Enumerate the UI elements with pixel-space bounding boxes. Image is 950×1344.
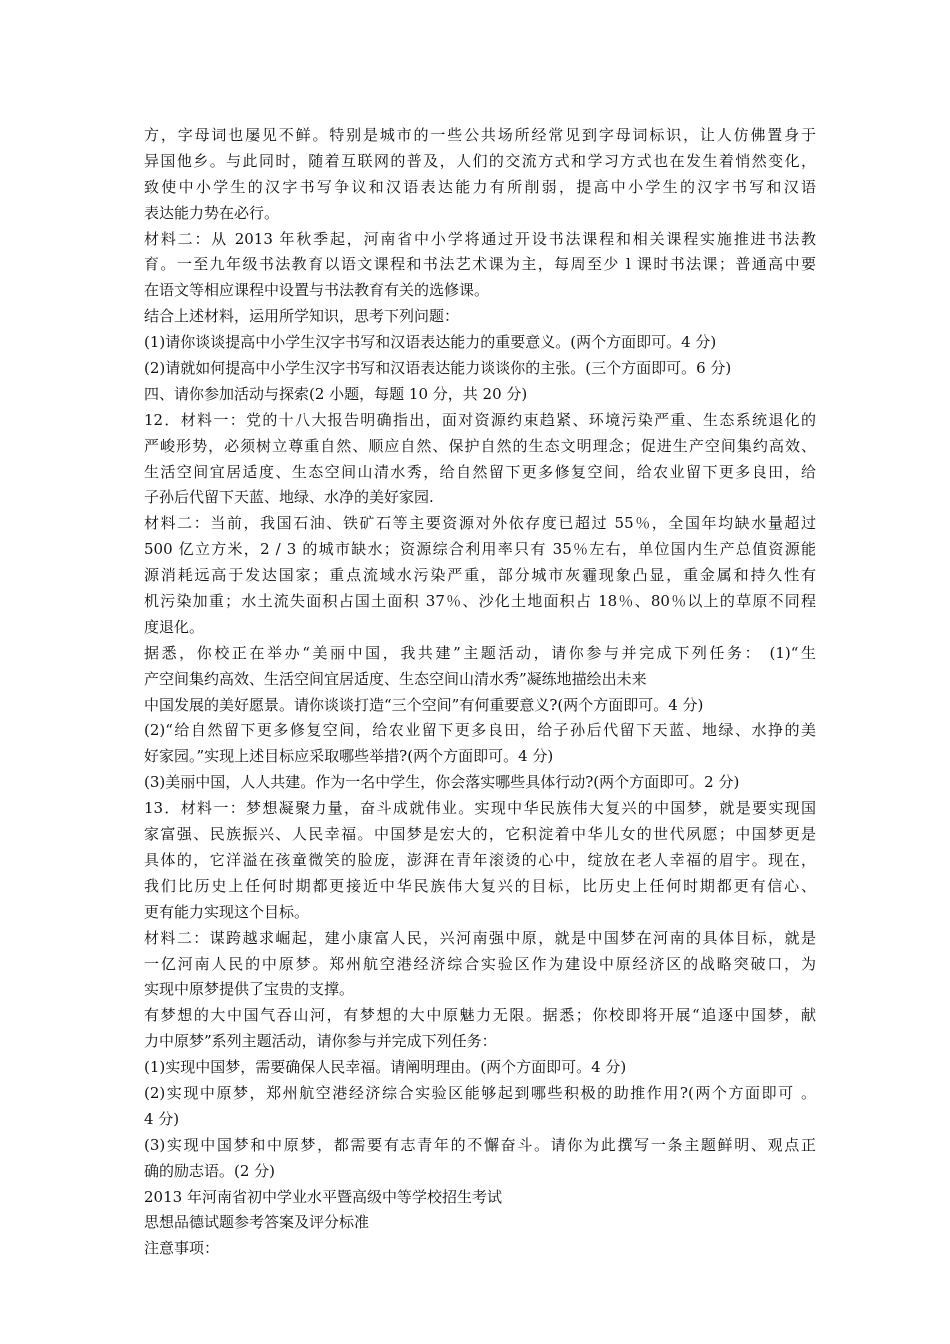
text-line: 2013 年河南省初中学业水平暨高级中等学校招生考试	[144, 1187, 502, 1206]
text-line: 育。一至九年级书法教育以语文课程和书法艺术课为主，每周至少 l 课时书法课；普通高中要	[144, 255, 816, 274]
text-line: 实现中原梦提供了宝贵的支撑。	[144, 980, 355, 999]
text-line: 生活空间宜居适度、生态空间山清水秀，给自然留下更多修复空间，给农业留下更多良田，给	[144, 462, 816, 481]
text-line: 度退化。	[144, 617, 205, 636]
text-line: (2)请就如何提高中小学生汉字书写和汉语表达能力谈谈你的主张。(三个方面即可。6 分)	[144, 359, 732, 378]
text-line: (2)实现中原梦，郑州航空港经济综合实验区能够起到哪些积极的助推作用?(两个方面即可 。	[144, 1083, 816, 1102]
text-line: 异国他乡。与此同时，随着互联网的普及，人们的交流方式和学习方式也在发生着悄然变化，	[144, 151, 816, 170]
text-line: 注意事项：	[144, 1239, 220, 1258]
text-line: (3)实现中国梦和中原梦，都需要有志青年的不懈奋斗。请你为此撰写一条主题鲜明、观点正	[144, 1135, 816, 1154]
text-line: 13．材料一：梦想凝聚力量，奋斗成就伟业。实现中华民族伟大复兴的中国梦，就是要实现国	[144, 799, 816, 818]
text-line: 材料二：当前，我国石油、铁矿石等主要资源对外依存度已超过 55％，全国年均缺水量超过	[144, 514, 816, 533]
text-line: (2)“给自然留下更多修复空间，给农业留下更多良田，给子孙后代留下天蓝、地绿、水挣的美	[144, 721, 816, 740]
text-line: 中国发展的美好愿景。请你谈谈打造“三个空间”有何重要意义?(两个方面即可。4 分)	[144, 695, 704, 714]
text-line: 有梦想的大中国气吞山河，有梦想的大中原魅力无限。据悉；你校即将开展“追逐中国梦，献	[144, 1006, 816, 1025]
text-line: 材料二：谋跨越求崛起，建小康富人民，兴河南强中原，就是中国梦在河南的具体目标，就是	[144, 928, 816, 947]
text-line: (3)美丽中国，人人共建。作为一名中学生，你会落实哪些具体行动?(两个方面即可。2 分)	[144, 773, 740, 792]
text-line: 据悉，你校正在举办“美丽中国，我共建”主题活动，请你参与并完成下列任务： (1)“生	[144, 643, 816, 662]
text-line: 四、请你参加活动与探索(2 小题，每题 10 分，共 20 分)	[144, 384, 528, 403]
text-line: 产空间集约高效、生活空间宜居适度、生态空间山清水秀”凝练地描绘出未来	[144, 669, 647, 688]
text-line: 我们比历史上任何时期都更接近中华民族伟大复兴的目标，比历史上任何时期都更有信心、	[144, 876, 816, 895]
text-line: 材料二：从 2013 年秋季起，河南省中小学将通过开设书法课程和相关课程实施推进书法教	[144, 229, 816, 248]
text-line: 结合上述材料，运用所学知识，思考下列问题：	[144, 307, 460, 326]
text-line: 确的励志语。(2 分)	[144, 1161, 276, 1180]
text-line: 家富强、民族振兴、人民幸福。中国梦是宏大的，它积淀着中华儿女的世代夙愿；中国梦更是	[144, 825, 816, 844]
text-line: 方，字母词也屡见不鲜。特别是城市的一些公共场所经常见到字母词标识，让人仿佛置身于	[144, 126, 816, 144]
text-line: 更有能力实现这个目标。	[144, 902, 310, 921]
text-line: 子孙后代留下天蓝、地绿、水净的美好家园.	[144, 488, 434, 507]
text-line: 表达能力势在必行。	[144, 203, 280, 222]
text-line: 严峻形势，必须树立尊重自然、顺应自然、保护自然的生态文明理念；促进生产空间集约高效、	[144, 436, 816, 455]
text-line: 力中原梦”系列主题活动，请你参与并完成下列任务：	[144, 1032, 497, 1051]
text-line: 思想品德试题参考答案及评分标准	[144, 1213, 370, 1232]
text-line: 在语文等相应课程中设置与书法教育有关的选修课。	[144, 281, 490, 300]
text-line: 具体的，它洋溢在孩童微笑的脸庞，澎湃在青年滚烫的心中，绽放在老人幸福的眉宇。现在，	[144, 850, 816, 869]
text-line: 500 亿立方米，2 / 3 的城市缺水；资源综合利用率只有 35％左右，单位国内生产总值资源能	[144, 540, 816, 559]
text-line: 机污染加重；水土流失面积占国土面积 37％、沙化土地面积占 18％、80％以上的草原不同程	[144, 592, 816, 611]
text-line: 一亿河南人民的中原梦。郑州航空港经济综合实验区作为建设中原经济区的战略突破口，为	[144, 954, 816, 973]
document-page	[144, 123, 816, 1262]
text-line: (1)请你谈谈提高中小学生汉字书写和汉语表达能力的重要意义。(两个方面即可。4 分)	[144, 333, 717, 352]
text-line: (1)实现中国梦，需要确保人民幸福。请阐明理由。(两个方面即可。4 分)	[144, 1058, 627, 1077]
text-line: 源消耗远高于发达国家；重点流域水污染严重，部分城市灰霾现象凸显，重金属和持久性有	[144, 566, 816, 585]
text-line: 12．材料一：党的十八大报告明确指出，面对资源约束趋紧、环境污染严重、生态系统退化的	[144, 410, 816, 429]
text-line: 4 分)	[144, 1109, 180, 1128]
text-line: 好家园。”实现上述目标应采取哪些举措?(两个方面即可。4 分)	[144, 747, 554, 766]
text-line: 致使中小学生的汉字书写争议和汉语表达能力有所削弱，提高中小学生的汉字书写和汉语	[144, 177, 816, 196]
